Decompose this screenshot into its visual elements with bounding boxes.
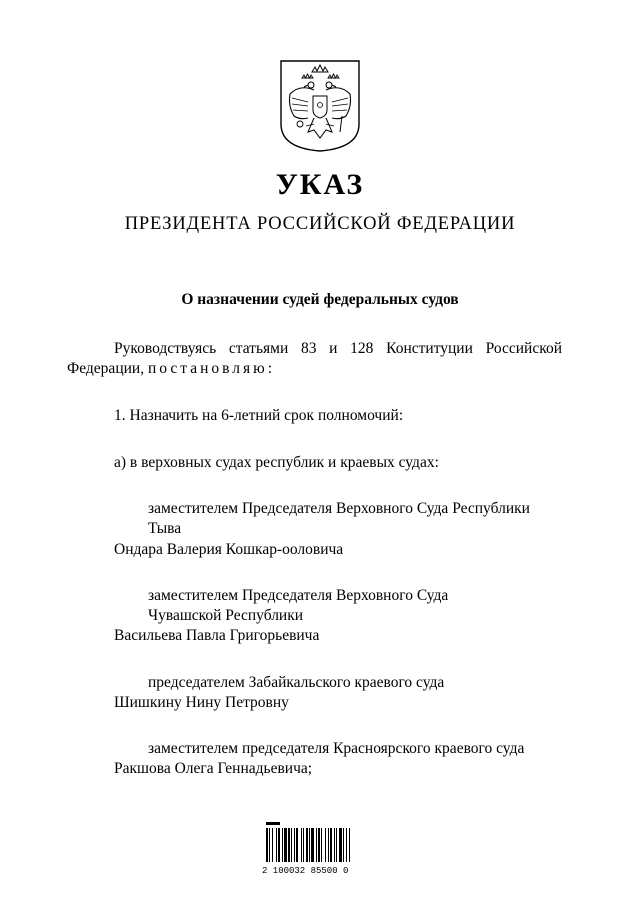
barcode-number: 2 100032 85500 0 bbox=[262, 866, 349, 876]
issuer-subtitle: ПРЕЗИДЕНТА РОССИЙСКОЙ ФЕДЕРАЦИИ bbox=[124, 214, 516, 234]
preamble-decree-word: постановляю: bbox=[147, 360, 276, 377]
appointment-3-position-line-1: председателем Забайкальского краевого суда bbox=[148, 674, 445, 691]
appointment-4-name: Ракшова Олега Геннадьевича; bbox=[114, 760, 313, 777]
barcode-icon bbox=[262, 820, 378, 864]
document-type-title: УКАЗ bbox=[275, 168, 365, 201]
appointment-3-name: Шишкину Нину Петровну bbox=[114, 694, 289, 711]
preamble-line-2 bbox=[67, 359, 275, 379]
appointment-2-position-line-1: заместителем Председателя Верховного Суда bbox=[148, 587, 449, 604]
sub-item-a: а) в верховных судах республик и краевых судах: bbox=[114, 454, 439, 471]
appointment-4-position-line-1: заместителем председателя Красноярского краевого суда bbox=[148, 740, 525, 757]
appointment-2-position-line-2: Чувашской Республики bbox=[148, 607, 304, 624]
russian-coat-of-arms-icon bbox=[278, 58, 362, 154]
appointment-1-position-line-2: Тыва bbox=[148, 520, 182, 537]
preamble-federation: Федерации, bbox=[67, 360, 145, 377]
preamble-line-1: Руководствуясь статьями 83 и 128 Конституции Российской bbox=[114, 340, 562, 357]
appointment-1-position-line-1: заместителем Председателя Верховного Суда Республики bbox=[148, 500, 530, 517]
appointment-2-name: Васильева Павла Григорьевича bbox=[114, 627, 320, 644]
appointment-1-name: Ондара Валерия Кошкар-ооловича bbox=[114, 541, 344, 558]
item-1: 1. Назначить на 6-летний срок полномочий: bbox=[114, 407, 404, 424]
decree-heading: О назначении судей федеральных судов bbox=[181, 291, 459, 308]
